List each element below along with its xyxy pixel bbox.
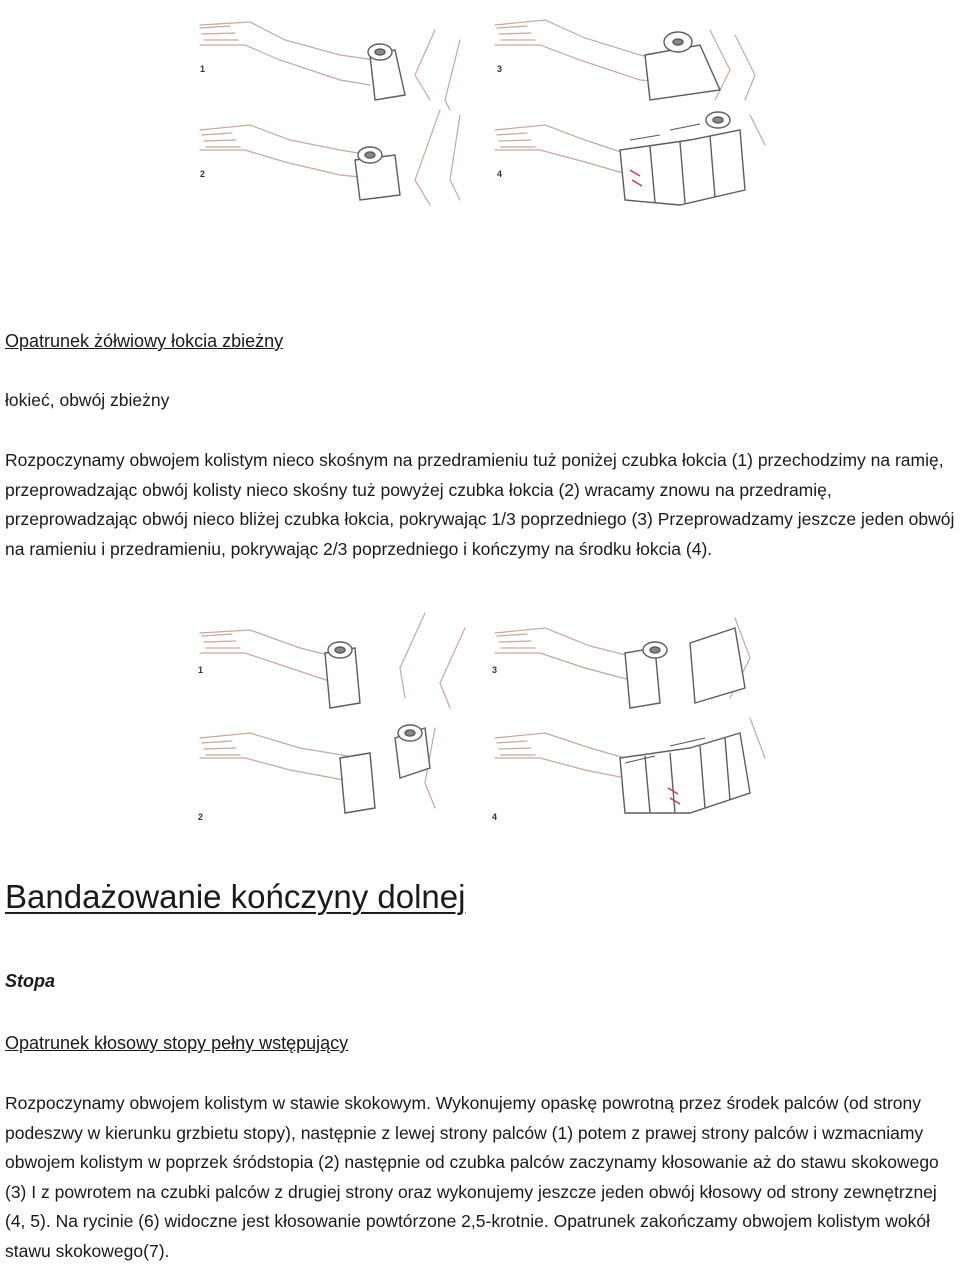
panel-1-bandage-roll [368,44,405,100]
section-2-paragraph: Rozpoczynamy obwojem kolistym w stawie skokowym. Wykonujemy opaskę powrotną przez środek palców (od strony podeszwy w kierunku grzbietu stopy), następnie z lewej strony palców (1) potem z prawej strony palców i wzmacniamy obwojem kolistym w poprzek śródstopia (2) następnie od czubka palców zaczynamy kłosowanie aż do stawu skokowego (3) I z powrotem na czubki palców z drugiej strony oraz wykonujemy jeszcze jeden obwój kłosowy od strony zewnętrznej (4, 5). Na rycinie (6) widoczne jest kłosowanie powtórzone 2,5-krotnie. Opatrunek zakończamy obwojem kolistym wokół stawu skokowego(7). [5,1093,939,1261]
section-1-paragraph: Rozpoczynamy obwojem kolistym nieco skośnym na przedramieniu tuż poniżej czubka łokcia (1) przechodzimy na ramię, przeprowadzając obwój kolisty nieco skośny tuż powyżej czubka łokcia (2) wracamy znowu na przedramię, przeprowadzając obwój nieco bliżej czubka łokcia, pokrywając 1/3 poprzedniego (3) Przeprowadzamy jeszcze jeden obwój na ramieniu i przedramieniu, pokrywając 2/3 poprzedniego i kończymy na środku łokcia (4). [5,450,955,559]
section-2-title-link[interactable]: Opatrunek kłosowy stopy pełny wstępujący [5,1033,349,1053]
section-2-heading: Bandażowanie kończyny dolnej [5,878,466,915]
section-1-title-link[interactable]: Opatrunek żółwiowy łokcia zbieżny [5,331,284,351]
panel-3-bandage-roll [625,628,745,708]
section-1-subtitle: łokieć, obwój zbieżny [5,390,170,410]
elbow-bandage-figure-top [190,0,770,215]
panel-number: 4 [497,169,503,179]
panel-3-bandage-roll [645,32,720,100]
section-2-subheading: Stopa [5,971,56,991]
panel-2-bandage-roll [340,725,430,813]
panel-number: 1 [200,64,206,74]
elbow-bandage-figure-bottom [190,608,770,828]
panel-number: 2 [200,169,206,179]
panel-2-bandage-roll [355,147,400,200]
panel-number: 1 [198,665,204,675]
panel-number: 2 [198,812,204,822]
panel-number: 3 [492,665,498,675]
panel-2-arm-drawing [200,110,460,205]
panel-number: 3 [497,64,503,74]
panel-1-arm-drawing [200,22,460,110]
panel-4-bandage-roll [620,733,750,813]
panel-4-bandage-roll [620,112,745,205]
panel-1-bandage-roll [325,642,360,708]
panel-number: 4 [492,812,498,822]
